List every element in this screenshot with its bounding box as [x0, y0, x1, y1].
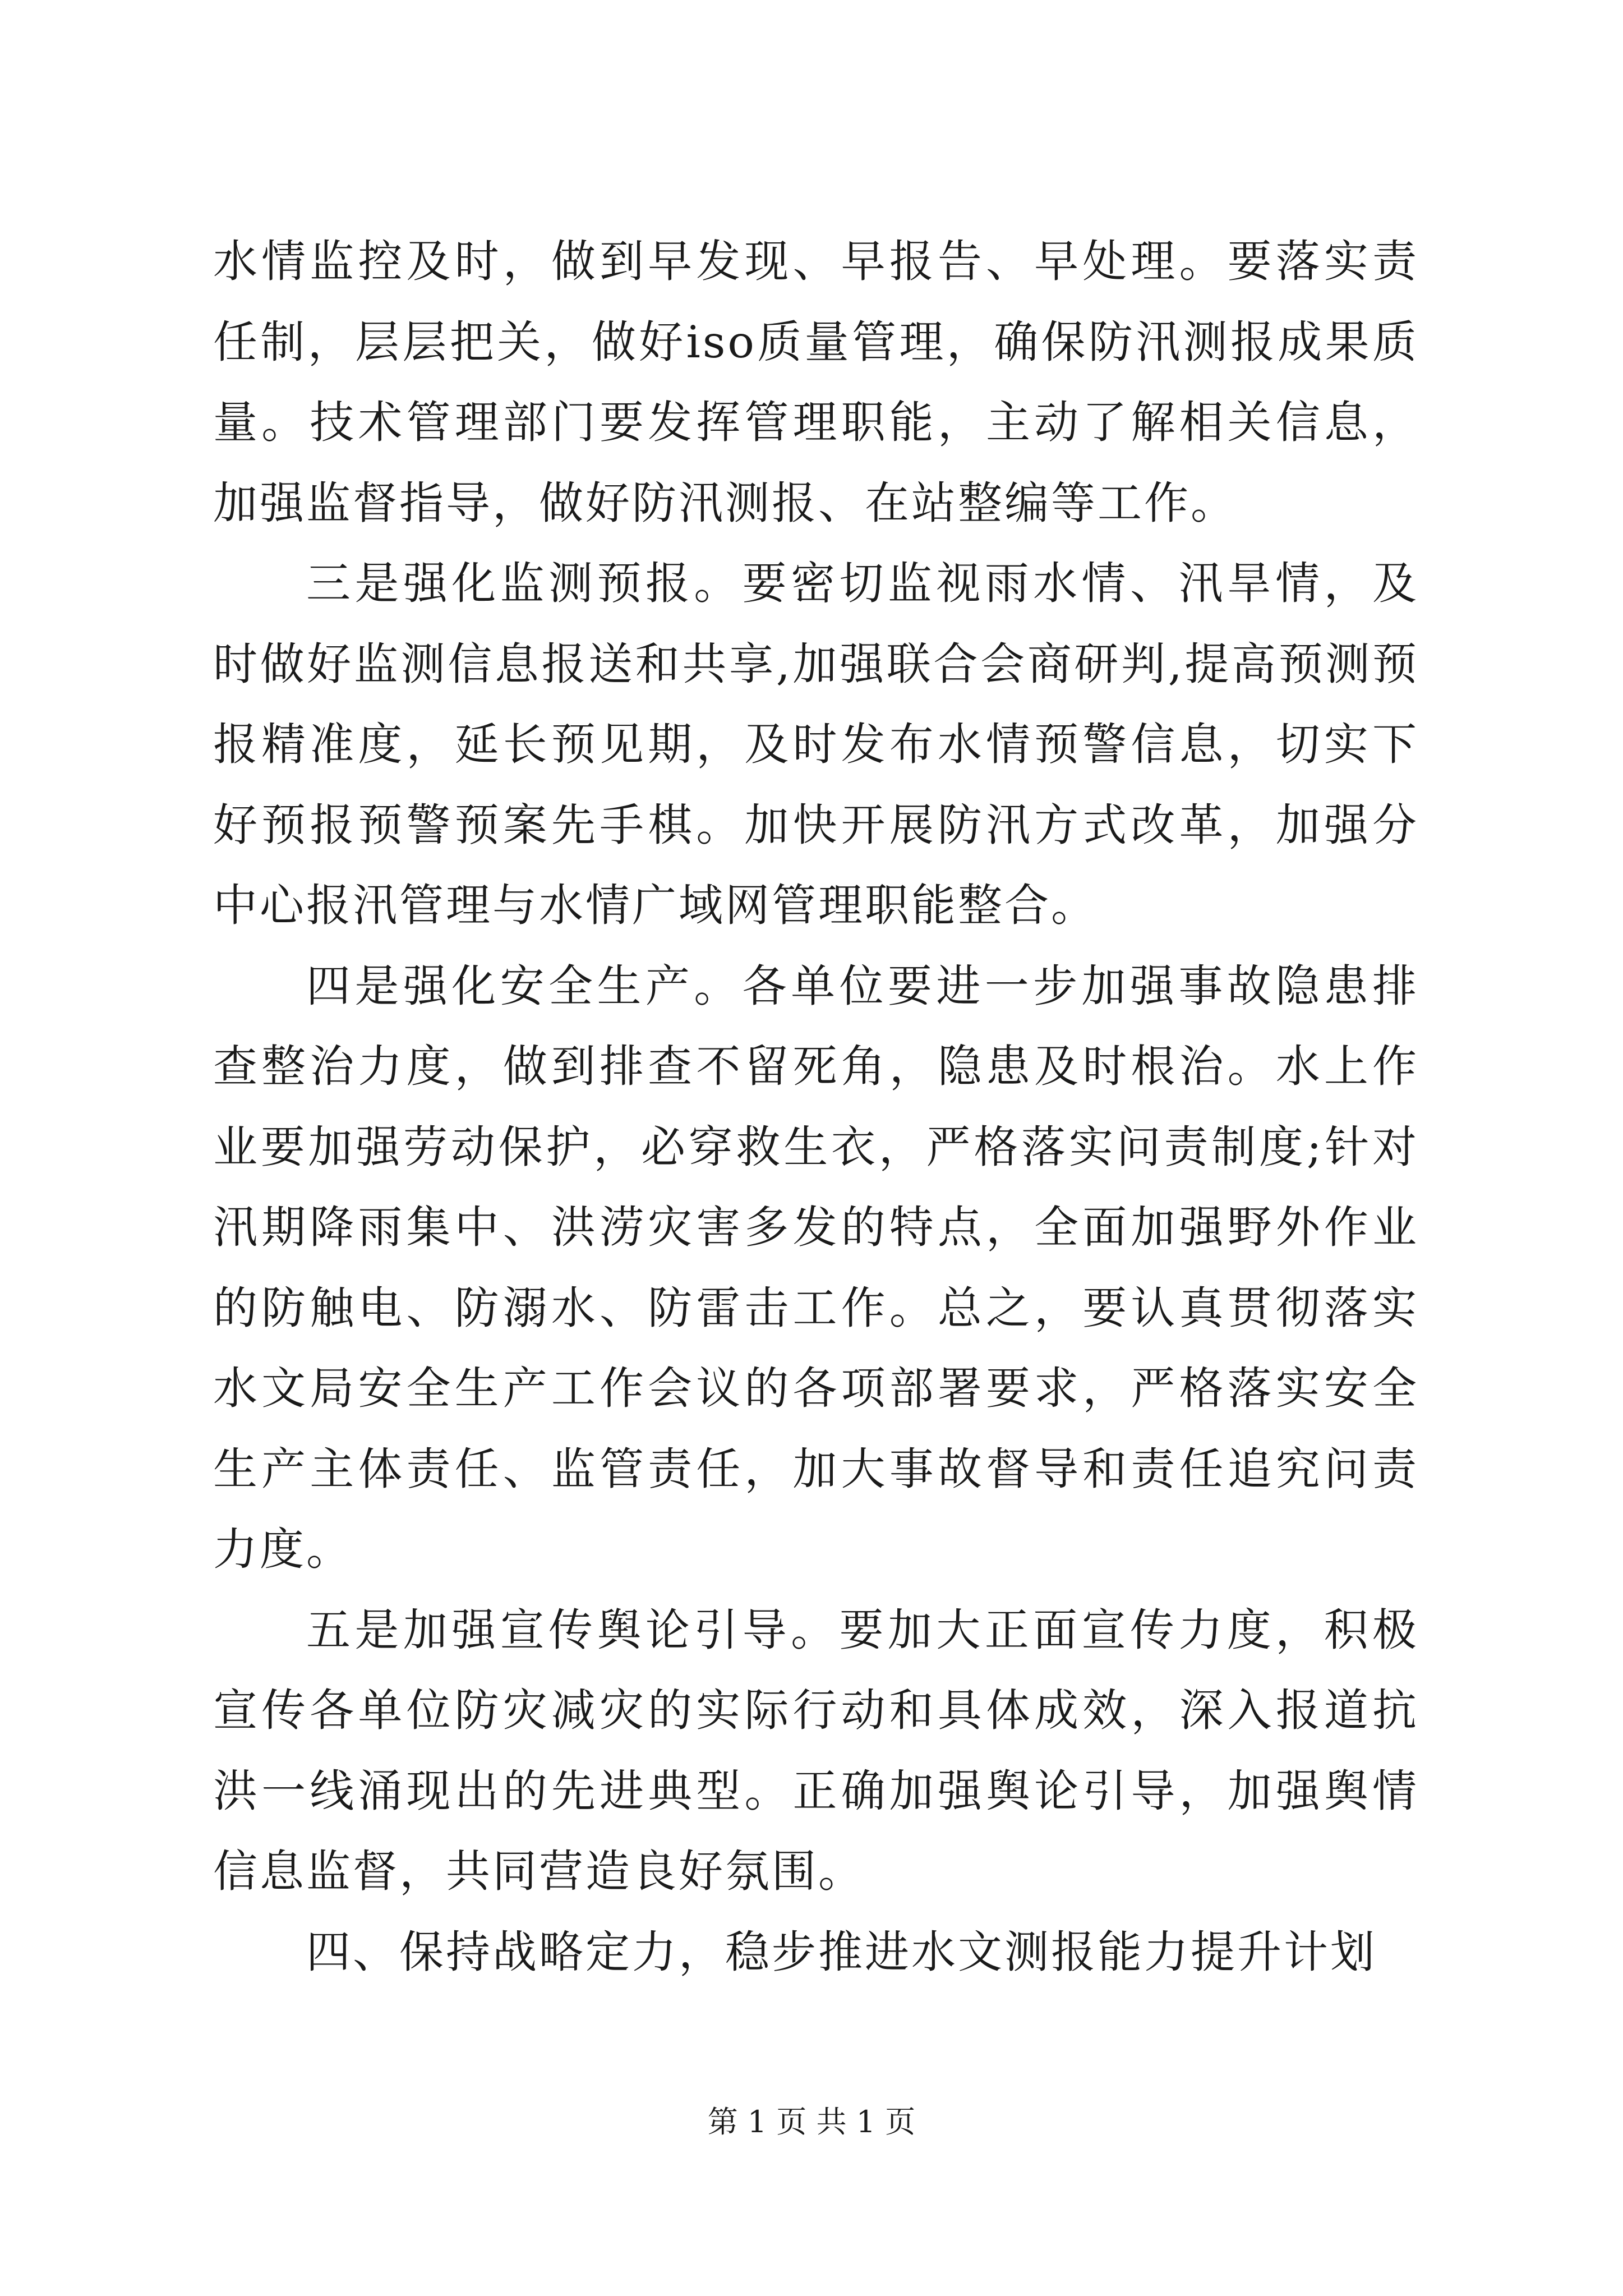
paragraph-monitoring-forecast: 三是强化监测预报。要密切监视雨水情、汛旱情，及时做好监测信息报送和共享,加强联合会商研判,提高预测预报精准度，延长预见期，及时发布水情预警信息，切实下好预报预警预案先手棋。加快开展防汛方式改革，加强分中心报汛管理与水情广域网管理职能整合。 — [213, 558, 1419, 931]
paragraph-continuation: 水情监控及时，做到早发现、早报告、早处理。要落实责任制，层层把关，做好iso质量管理，确保防汛测报成果质量。技术管理部门要发挥管理职能，主动了解相关信息，加强监督指导，做好防汛测报、在站整编等工作。 — [213, 236, 1419, 529]
paragraph-publicity: 五是加强宣传舆论引导。要加大正面宣传力度，积极宣传各单位防灾减灾的实际行动和具体成效，深入报道抗洪一线涌现出的先进典型。正确加强舆论引导，加强舆情信息监督，共同营造良好氛围。 — [213, 1604, 1419, 1897]
paragraph-safety-production: 四是强化安全生产。各单位要进一步加强事故隐患排查整治力度，做到排查不留死角，隐患及时根治。水上作业要加强劳动保护，必穿救生衣，严格落实问责制度;针对汛期降雨集中、洪涝灾害多发的特点，全面加强野外作业的防触电、防溺水、防雷击工作。总之，要认真贯彻落实水文局安全生产工作会议的各项部署要求，严格落实安全生产主体责任、监管责任，加大事故督导和责任追究问责力度。 — [213, 960, 1419, 1575]
document-body — [213, 222, 1419, 1993]
section-heading: 四、保持战略定力，稳步推进水文测报能力提升计划 — [306, 1926, 1377, 1978]
page-footer: 第 1 页 共 1 页 — [707, 2104, 916, 2139]
